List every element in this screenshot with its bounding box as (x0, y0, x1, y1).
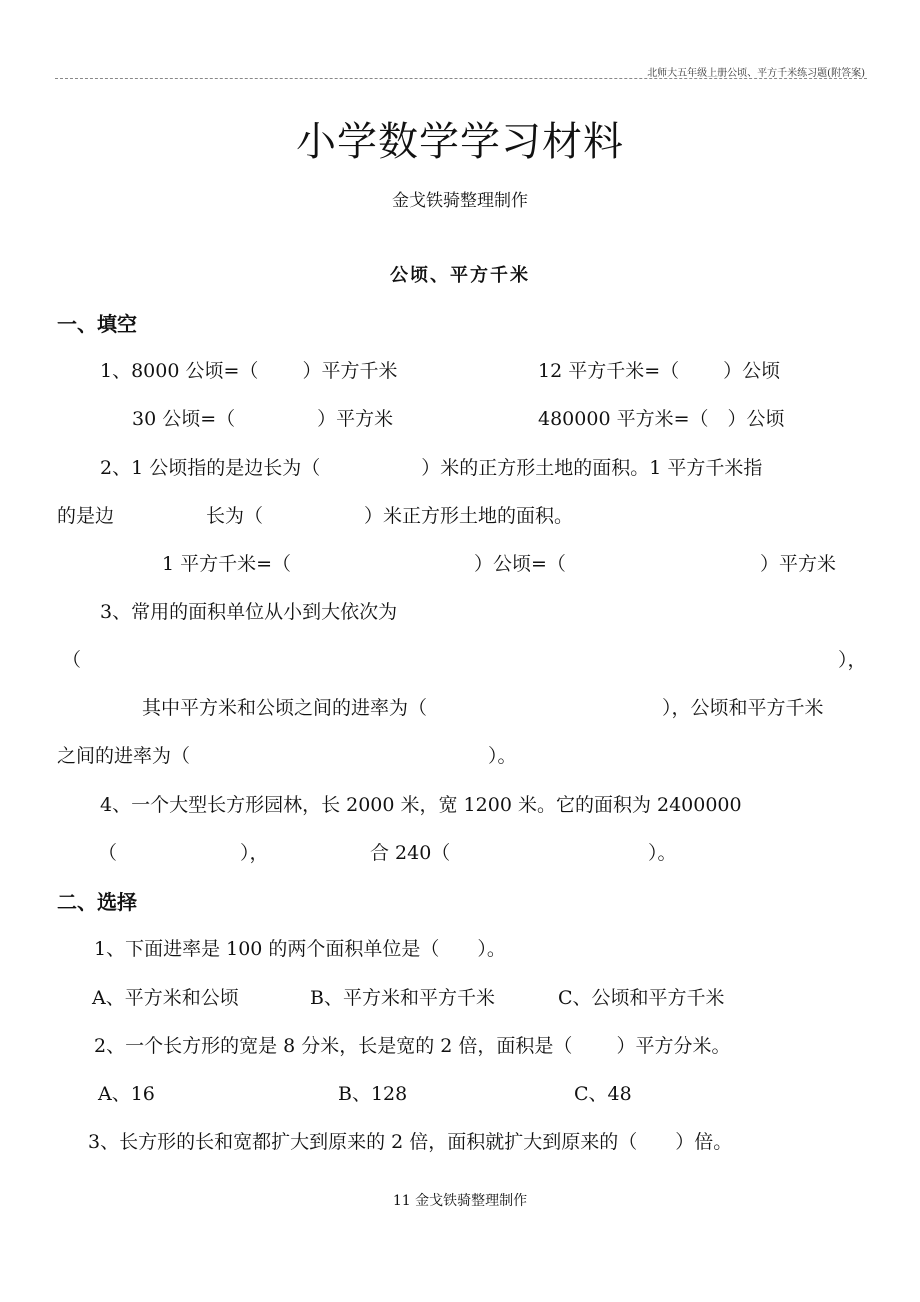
choice-question-2: 2、一个长方形的宽是 8 分米，长是宽的 2 倍，面积是（ ）平方分米。 (94, 1035, 731, 1057)
running-header: 北师大五年级上册公顷、平方千米练习题(附答案) (647, 68, 865, 79)
choice-question-3: 3、长方形的长和宽都扩大到原来的 2 倍，面积就扩大到原来的（ ）倍。 (88, 1131, 733, 1153)
question-2-line3-c: ）平方米 (760, 553, 837, 575)
question-1b: 12 平方千米=（ ）公顷 (538, 360, 781, 382)
page-title: 小学数学学习材料 (296, 119, 624, 165)
question-2-line3-a: 1 平方千米=（ (162, 553, 292, 575)
question-4-line2-end: ）。 (648, 842, 677, 864)
question-2-line2-end: 长为（ ）米正方形土地的面积。 (206, 505, 574, 527)
header-divider (55, 78, 867, 79)
question-3-line1: 3、常用的面积单位从小到大依次为 (100, 601, 398, 623)
question-4-line2-unit: 合 240（ (370, 842, 451, 864)
question-4-line2-close: ）， (240, 842, 269, 864)
choice-2-option-a: A、16 (98, 1083, 155, 1105)
question-2-line2-start: 的是边 (57, 505, 115, 527)
choice-question-1: 1、下面进率是 100 的两个面积单位是（ ）。 (94, 938, 506, 960)
question-4-line2-open: （ (98, 842, 118, 864)
choice-2-option-c: C、48 (574, 1083, 632, 1105)
question-1c: 30 公顷=（ ）平方米 (132, 408, 394, 430)
question-3-line2-close: ）， (838, 649, 867, 671)
page-footer: 11 金戈铁骑整理制作 (392, 1193, 528, 1209)
question-2-line3-b: ）公顷=（ (474, 553, 566, 575)
choice-1-option-a: A、平方米和公顷 (92, 987, 239, 1009)
page-subtitle: 金戈铁骑整理制作 (392, 191, 528, 211)
question-3-line4-a: 之间的进率为（ (57, 745, 191, 767)
question-3-line3-b: ），公顷和平方千米 (662, 697, 824, 719)
question-1d: 480000 平方米=（ ）公顷 (538, 408, 785, 430)
question-2-line1: 2、1 公顷指的是边长为（ ）米的正方形土地的面积。1 平方千米指 (100, 457, 763, 479)
choice-1-option-b: B、平方米和平方千米 (310, 987, 495, 1009)
question-4-line1: 4、一个大型长方形园林，长 2000 米，宽 1200 米。它的面积为 2400000 (100, 794, 742, 816)
section-choice-heading: 二、选择 (57, 890, 137, 914)
question-3-line4-b: ）。 (488, 745, 517, 767)
section-fill-in-heading: 一、填空 (57, 312, 137, 336)
choice-2-option-b: B、128 (338, 1083, 408, 1105)
topic-heading: 公顷、平方千米 (390, 265, 530, 286)
question-1a: 1、8000 公顷=（ ）平方千米 (100, 360, 398, 382)
choice-1-option-c: C、公顷和平方千米 (558, 987, 725, 1009)
question-3-line3-a: 其中平方米和公顷之间的进率为（ (142, 697, 428, 719)
question-3-line2-open: （ (62, 649, 82, 671)
